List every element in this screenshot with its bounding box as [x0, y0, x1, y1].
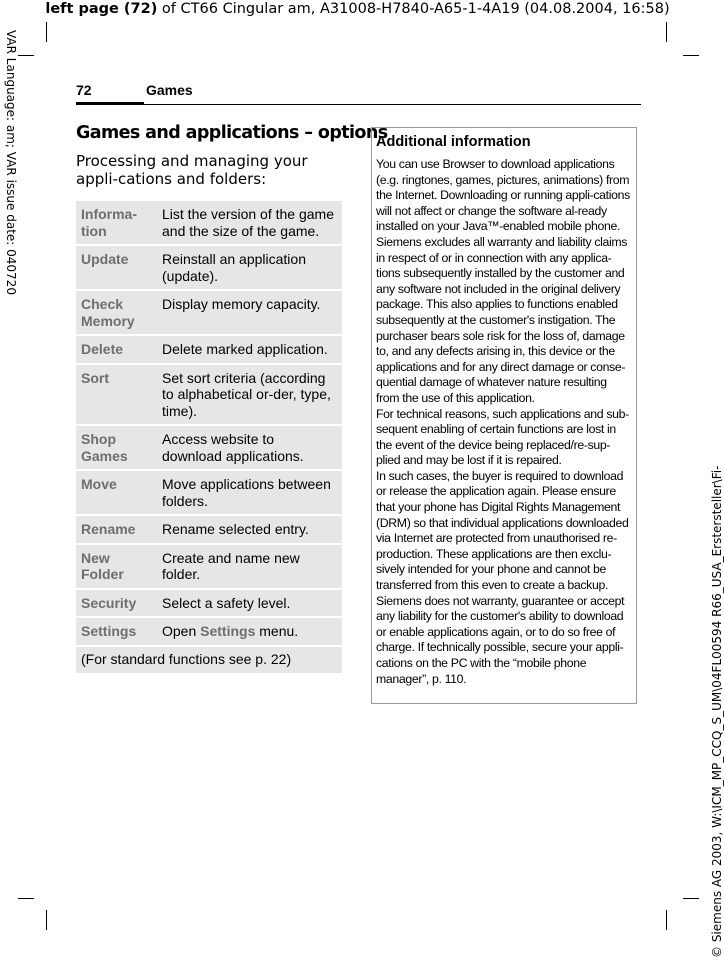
option-key: Shop Games — [76, 426, 154, 469]
option-desc: Set sort criteria (according to alphabetical or-der, type, time). — [154, 365, 342, 425]
option-desc-pre: Open — [162, 623, 201, 639]
page-number: 72 — [76, 82, 92, 98]
option-desc: Move applications between folders. — [154, 471, 342, 514]
header-rule — [144, 104, 641, 105]
option-key: Settings — [76, 618, 154, 645]
print-header-details: of CT66 Cingular am, A31008-H7840-A65-1-4A19 (04.08.2004, 16:58) — [157, 1, 670, 17]
crop-mark — [666, 910, 667, 930]
option-row — [76, 590, 342, 617]
page-section-title: Games — [146, 82, 193, 98]
table-footer-row — [76, 647, 342, 674]
crop-mark — [18, 55, 34, 56]
info-paragraph: You can use Browser to download applications (e.g. ringtones, games, pictures, animations) from the Internet. Downloading or running appli-cations will not affect or change the software al-ready installed on your Java™-enabled mobile phone. — [376, 157, 630, 234]
side-note-right: © Siemens AG 2003, W:\ICM_MP_CCQ_S_UM\04FL00594 R66_USA_Erstersteller\Fi- — [710, 465, 724, 958]
table-footer: (For standard functions see p. 22) — [76, 647, 342, 674]
option-row — [76, 471, 342, 514]
option-row — [76, 426, 342, 469]
option-key: Rename — [76, 516, 154, 543]
option-row — [76, 246, 342, 289]
side-note-left: VAR Language: am; VAR issue date: 040720 — [4, 30, 18, 295]
crop-mark — [46, 910, 47, 930]
option-desc: Create and name new folder. — [154, 545, 342, 588]
option-row — [76, 545, 342, 588]
option-row — [76, 336, 342, 363]
crop-mark — [683, 55, 699, 56]
section-title: Games and applications – options — [76, 123, 388, 143]
option-key: Security — [76, 590, 154, 617]
option-desc: Rename selected entry. — [154, 516, 342, 543]
crop-mark — [18, 898, 34, 899]
option-desc: Display memory capacity. — [154, 291, 342, 334]
option-key: Update — [76, 246, 154, 289]
print-header — [0, 0, 715, 18]
option-row — [76, 618, 342, 645]
intro-text: Processing and managing your appli-cations and folders: — [76, 152, 308, 188]
option-row — [76, 365, 342, 425]
info-title: Additional information — [376, 134, 531, 150]
print-header-page: left page (72) — [45, 1, 158, 17]
option-row — [76, 291, 342, 334]
info-paragraph: Siemens does not warranty, guarantee or accept any liability for the customer's ability to download or enable applications again, or to do so free of charge. If technically possible, secure your appli-cations on the PC with the “mobile phone manager”, p. 110. — [376, 593, 625, 686]
option-key: Sort — [76, 365, 154, 425]
crop-mark — [666, 22, 667, 42]
option-desc: Select a safety level. — [154, 590, 342, 617]
header-rule-thick — [76, 102, 144, 105]
crop-mark — [683, 898, 699, 899]
info-paragraph: Siemens excludes all warranty and liability claims in respect of or in connection with any applica-tions subsequently installed by the customer and any software not included in the original delivery package. This also applies to functions enabled subsequently at the customer's instigation. The purchaser bears sole risk for the loss of, damage to, and any defects arising in, this device or the applications and for any direct damage or conse-quential damage of whatever nature resulting from the use of this application. — [376, 234, 628, 405]
option-key: Check Memory — [76, 291, 154, 334]
option-desc: Access website to download applications. — [154, 426, 342, 469]
info-paragraph: In such cases, the buyer is required to download or release the application again. Please ensure that your phone has Digital Rights Management (DRM) so that individual applications downloaded via Internet are protected from unauthorised re-production. These applications are then exclu-sively intended for your phone and cannot be transferred from this even to create a backup. — [376, 468, 629, 593]
info-paragraph: For technical reasons, such applications and sub-sequent enabling of certain functions are lost in the event of the device being replaced/re-sup-plied and may be lost if it is repaired. — [376, 406, 629, 468]
option-desc: List the version of the game and the size of the game. — [154, 201, 342, 244]
option-row — [76, 201, 342, 244]
option-key: Informa-tion — [76, 201, 154, 244]
option-desc-highlight: Settings — [200, 623, 256, 639]
crop-mark — [46, 22, 47, 42]
options-table — [76, 199, 342, 675]
option-key: Move — [76, 471, 154, 514]
option-key: New Folder — [76, 545, 154, 588]
option-desc-post: menu. — [255, 623, 299, 639]
option-row — [76, 516, 342, 543]
option-desc: Reinstall an application (update). — [154, 246, 342, 289]
option-desc: Delete marked application. — [154, 336, 342, 363]
option-key: Delete — [76, 336, 154, 363]
option-desc — [154, 618, 342, 645]
additional-info-box — [371, 127, 637, 704]
